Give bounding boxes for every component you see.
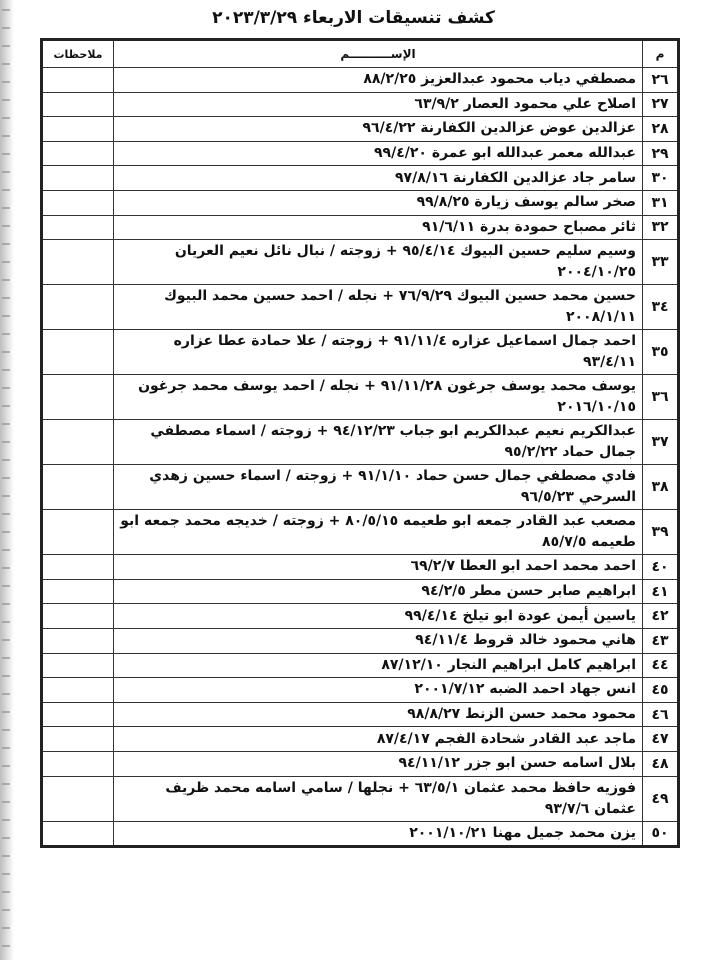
table-row	[42, 240, 679, 285]
table-row	[42, 285, 679, 330]
row-number: ٣٢	[643, 215, 679, 240]
row-notes	[42, 604, 114, 629]
row-notes	[42, 117, 114, 142]
row-number: ٤٢	[643, 604, 679, 629]
table-row	[42, 92, 679, 117]
row-notes	[42, 92, 114, 117]
row-name: سامر جاد عزالدين الكفارنة ٩٧/٨/١٦	[114, 166, 643, 191]
row-number: ٣٨	[643, 465, 679, 510]
row-notes	[42, 727, 114, 752]
table-row	[42, 166, 679, 191]
row-name: مصعب عبد القادر جمعه ابو طعيمه ٨٠/٥/١٥ + زوجته / خديجه محمد جمعه ابو طعيمه ٨٥/٧/٥	[114, 510, 643, 555]
row-notes	[42, 510, 114, 555]
row-number: ٤٥	[643, 678, 679, 703]
row-name: يزن محمد جميل مهنا ٢٠٠١/١٠/٢١	[114, 821, 643, 847]
row-number: ٢٧	[643, 92, 679, 117]
row-notes	[42, 166, 114, 191]
table-row	[42, 555, 679, 580]
table-row	[42, 628, 679, 653]
row-notes	[42, 375, 114, 420]
row-number: ٣٧	[643, 420, 679, 465]
row-number: ٤٦	[643, 702, 679, 727]
table-row	[42, 465, 679, 510]
row-number: ٢٨	[643, 117, 679, 142]
row-notes	[42, 190, 114, 215]
row-name: بلال اسامه حسن ابو جزر ٩٤/١١/١٢	[114, 751, 643, 776]
row-number: ٣٩	[643, 510, 679, 555]
table-row	[42, 653, 679, 678]
table-row	[42, 510, 679, 555]
row-notes	[42, 141, 114, 166]
row-notes	[42, 678, 114, 703]
table-row	[42, 579, 679, 604]
table-row	[42, 821, 679, 847]
table-row	[42, 190, 679, 215]
row-notes	[42, 285, 114, 330]
names-table	[40, 38, 680, 848]
row-number: ٢٦	[643, 68, 679, 93]
row-name: فادي مصطفي جمال حسن حماد ٩١/١/١٠ + زوجته / اسماء حسين زهدي السرحي ٩٦/٥/٢٣	[114, 465, 643, 510]
row-name: ياسين أيمن عودة ابو تيلخ ٩٩/٤/١٤	[114, 604, 643, 629]
row-notes	[42, 702, 114, 727]
table-row	[42, 68, 679, 93]
row-name: ثائر مصباح حمودة بدرة ٩١/٦/١١	[114, 215, 643, 240]
row-number: ٤٩	[643, 776, 679, 821]
table-row	[42, 604, 679, 629]
row-number: ٣١	[643, 190, 679, 215]
row-name: احمد محمد احمد ابو العطا ٦٩/٢/٧	[114, 555, 643, 580]
row-notes	[42, 628, 114, 653]
row-number: ٣٣	[643, 240, 679, 285]
row-number: ٣٠	[643, 166, 679, 191]
row-name: عبدالكريم نعيم عبدالكريم ابو جباب ٩٤/١٢/٢٣ + زوجته / اسماء مصطفي جمال حماد ٩٥/٢/٢٢	[114, 420, 643, 465]
row-name: محمود محمد حسن الزنط ٩٨/٨/٢٧	[114, 702, 643, 727]
row-number: ٣٦	[643, 375, 679, 420]
row-notes	[42, 555, 114, 580]
table-row	[42, 330, 679, 375]
row-number: ٤١	[643, 579, 679, 604]
row-name: اصلاح علي محمود العصار ٦٣/٩/٢	[114, 92, 643, 117]
row-notes	[42, 653, 114, 678]
table-row	[42, 117, 679, 142]
row-name: ابراهيم كامل ابراهيم النجار ٨٧/١٢/١٠	[114, 653, 643, 678]
table-row	[42, 702, 679, 727]
row-number: ٣٥	[643, 330, 679, 375]
row-name: يوسف محمد يوسف جرغون ٩١/١١/٢٨ + نجله / احمد يوسف محمد جرغون ٢٠١٦/١٠/١٥	[114, 375, 643, 420]
table-row	[42, 215, 679, 240]
row-name: عبدالله معمر عبدالله ابو عمرة ٩٩/٤/٢٠	[114, 141, 643, 166]
row-notes	[42, 330, 114, 375]
binding-holes	[2, 0, 10, 960]
row-name: فوزيه حافظ محمد عثمان ٦٣/٥/١ + نجلها / سامي اسامه محمد ظريف عثمان ٩٣/٧/٦	[114, 776, 643, 821]
header-notes: ملاحظات	[42, 40, 114, 68]
row-notes	[42, 579, 114, 604]
row-name: هاني محمود خالد قروط ٩٤/١١/٤	[114, 628, 643, 653]
page-title: كشف تنسيقات الاربعاء ٢٠٢٣/٣/٢٩	[212, 8, 495, 28]
row-notes	[42, 240, 114, 285]
row-name: صخر سالم يوسف زيارة ٩٩/٨/٢٥	[114, 190, 643, 215]
row-number: ٢٩	[643, 141, 679, 166]
row-notes	[42, 821, 114, 847]
table-row	[42, 776, 679, 821]
row-number: ٤٣	[643, 628, 679, 653]
row-name: ابراهيم صابر حسن مطر ٩٤/٢/٥	[114, 579, 643, 604]
row-number: ٤٠	[643, 555, 679, 580]
row-notes	[42, 465, 114, 510]
row-notes	[42, 776, 114, 821]
row-name: ماجد عبد القادر شحادة الفجم ٨٧/٤/١٧	[114, 727, 643, 752]
row-number: ٤٤	[643, 653, 679, 678]
row-name: انس جهاد احمد الضبه ٢٠٠١/٧/١٢	[114, 678, 643, 703]
row-number: ٣٤	[643, 285, 679, 330]
row-name: مصطفي دياب محمود عبدالعزيز ٨٨/٢/٢٥	[114, 68, 643, 93]
row-notes	[42, 751, 114, 776]
row-number: ٥٠	[643, 821, 679, 847]
row-number: ٤٨	[643, 751, 679, 776]
table-row	[42, 420, 679, 465]
row-notes	[42, 420, 114, 465]
table-header-row	[42, 40, 679, 68]
table-row	[42, 727, 679, 752]
table-row	[42, 141, 679, 166]
row-name: عزالدين عوض عزالدين الكفارنة ٩٦/٤/٢٢	[114, 117, 643, 142]
row-notes	[42, 68, 114, 93]
header-number: م	[643, 40, 679, 68]
row-notes	[42, 215, 114, 240]
row-number: ٤٧	[643, 727, 679, 752]
header-name: الإســــــــــم	[114, 40, 643, 68]
table-row	[42, 375, 679, 420]
row-name: حسين محمد حسين البيوك ٧٦/٩/٢٩ + نجله / احمد حسين محمد البيوك ٢٠٠٨/١/١١	[114, 285, 643, 330]
table-row	[42, 678, 679, 703]
row-name: وسيم سليم حسين البيوك ٩٥/٤/١٤ + زوجته / نبال نائل نعيم العريان ٢٠٠٤/١٠/٢٥	[114, 240, 643, 285]
table-row	[42, 751, 679, 776]
row-name: احمد جمال اسماعيل عزاره ٩١/١١/٤ + زوجته / علا حمادة عطا عزاره ٩٣/٤/١١	[114, 330, 643, 375]
